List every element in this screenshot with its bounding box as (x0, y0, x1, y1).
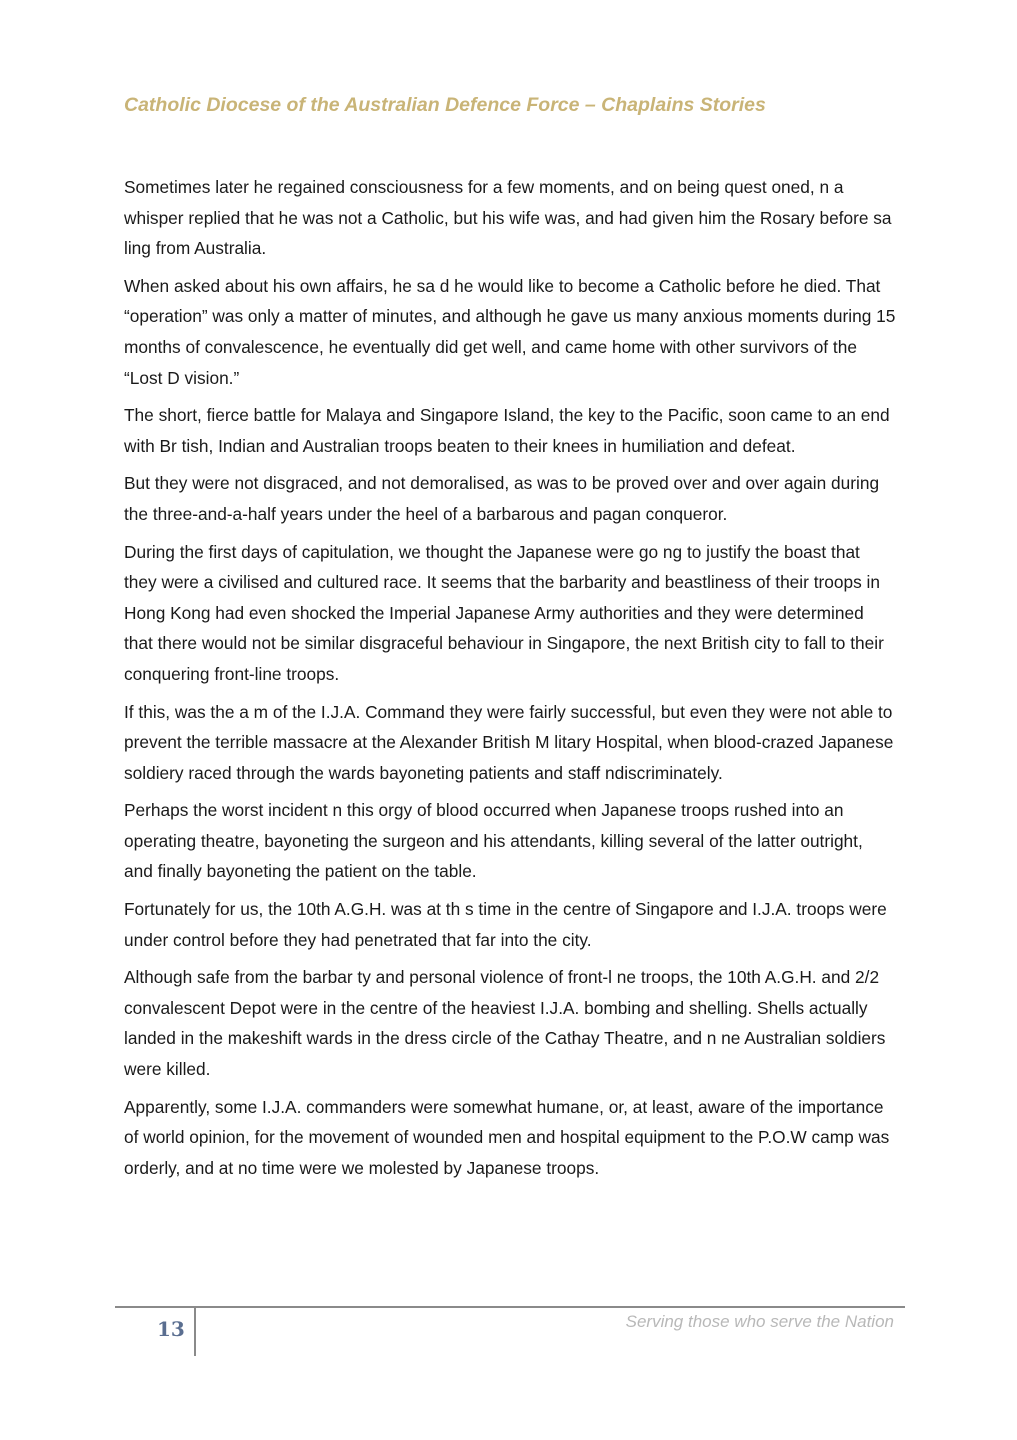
page-number: 13 (157, 1317, 185, 1341)
running-header: Catholic Diocese of the Australian Defence Force – Chaplains Stories (124, 94, 766, 116)
paragraph: When asked about his own affairs, he sa d he would like to become a Catholic before he died. That “operation” was only a matter of minutes, and although he gave us many anxious moments during 15 months of convalescence, he eventually did get well, and came home with other survivors of the “Lost D vision.” (124, 275, 896, 388)
footer-tagline: Serving those who serve the Nation (625, 1312, 894, 1331)
footer-rule (115, 1306, 905, 1308)
paragraph: Although safe from the barbar ty and personal violence of front-l ne troops, the 10th A.G.H. and 2/2 convalescent Depot were in the centre of the heaviest I.J.A. bombing and shelling. Shells actually landed in the makeshift wards in the dress circle of the Cathay Theatre, and n ne Australian soldiers were killed. (124, 967, 886, 1080)
paragraph: Perhaps the worst incident n this orgy of blood occurred when Japanese troops rushed into an operating theatre, bayoneting the surgeon and his attendants, killing several of the latter outright, and finally bayoneting the patient on the table. (124, 800, 863, 882)
paragraph: Apparently, some I.J.A. commanders were somewhat humane, or, at least, aware of the importance of world opinion, for the movement of wounded men and hospital equipment to the P.O.W camp was orderly, and at no time were we molested by Japanese troops. (124, 1096, 890, 1178)
paragraph: But they were not disgraced, and not demoralised, as was to be proved over and over again during the three-and-a-half years under the heel of a barbarous and pagan conqueror. (124, 473, 880, 524)
paragraph: If this, was the a m of the I.J.A. Command they were fairly successful, but even they were not able to prevent the terrible massacre at the Alexander British M litary Hospital, when blood-crazed Japanese soldiery raced through the wards bayoneting patients and staff ndiscriminately. (124, 701, 894, 783)
paragraph: Fortunately for us, the 10th A.G.H. was at th s time in the centre of Singapore and I.J.A. troops were under control before they had penetrated that far into the city. (124, 899, 887, 950)
paragraph: Sometimes later he regained consciousness for a few moments, and on being quest oned, n a whisper replied that he was not a Catholic, but his wife was, and had given him the Rosary before sa ling from Australia. (124, 177, 892, 259)
paragraph: During the first days of capitulation, we thought the Japanese were go ng to justify the boast that they were a civilised and cultured race. It seems that the barbarity and beastliness of their troops in Hong Kong had even shocked the Imperial Japanese Army authorities and they were determined that there would not be similar disgraceful behaviour in Singapore, the next British city to fall to their conquering front-line troops. (124, 541, 884, 684)
paragraph: The short, fierce battle for Malaya and Singapore Island, the key to the Pacific, soon came to an end with Br tish, Indian and Australian troops beaten to their knees in humiliation and defeat. (124, 405, 890, 456)
document-body (124, 172, 896, 1190)
footer-divider (194, 1306, 196, 1356)
